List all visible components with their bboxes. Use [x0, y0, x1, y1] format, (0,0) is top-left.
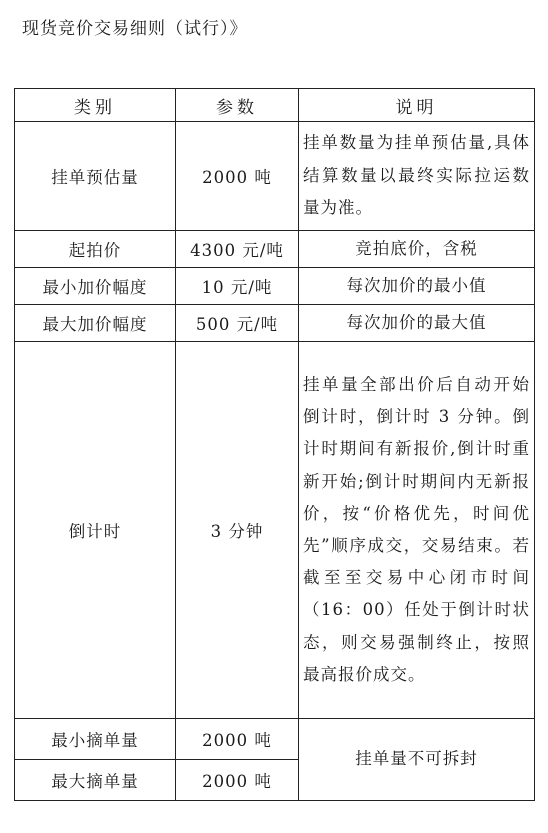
document-heading-fragment: 现货竞价交易细则（试行）》: [22, 19, 248, 39]
row-description: 挂单量全部出价后自动开始倒计时，倒计时 3 分钟。倒计时期间有新报价,倒计时重新开始;倒计时期间内无新报价，按“价格优先，时间优先”顺序成交，交易结束。若截至至交易中心闭市时间（16：00）任处于倒计时状态，则交易强制终止，按照最高报价成交。: [299, 342, 535, 719]
table-row: [15, 231, 535, 268]
row-parameter: 2000 吨: [176, 760, 299, 801]
row-category: 起拍价: [15, 231, 176, 268]
row-parameter: 2000 吨: [176, 719, 299, 760]
row-parameter: 2000 吨: [176, 122, 299, 231]
row-description: 挂单量不可拆封: [299, 719, 535, 801]
table-header-row: [15, 89, 535, 122]
row-parameter: 500 元/吨: [176, 305, 299, 342]
header-parameter: 参数: [176, 89, 299, 122]
row-parameter: 4300 元/吨: [176, 231, 299, 268]
table-row: [15, 719, 535, 760]
table-row: [15, 305, 535, 342]
auction-rules-table: [14, 88, 535, 801]
row-description: 每次加价的最大值: [299, 305, 535, 342]
header-description: 说明: [299, 89, 535, 122]
table-row: [15, 342, 535, 719]
row-category: 倒计时: [15, 342, 176, 719]
row-category: 最小摘单量: [15, 719, 176, 760]
row-category: 挂单预估量: [15, 122, 176, 231]
table-row: [15, 268, 535, 305]
row-category: 最大摘单量: [15, 760, 176, 801]
row-description: 每次加价的最小值: [299, 268, 535, 305]
row-description: 挂单数量为挂单预估量,具体结算数量以最终实际拉运数量为准。: [299, 122, 535, 231]
table-row: [15, 122, 535, 231]
row-category: 最大加价幅度: [15, 305, 176, 342]
row-parameter: 10 元/吨: [176, 268, 299, 305]
row-parameter: 3 分钟: [176, 342, 299, 719]
header-category: 类别: [15, 89, 176, 122]
row-category: 最小加价幅度: [15, 268, 176, 305]
row-description: 竞拍底价，含税: [299, 231, 535, 268]
